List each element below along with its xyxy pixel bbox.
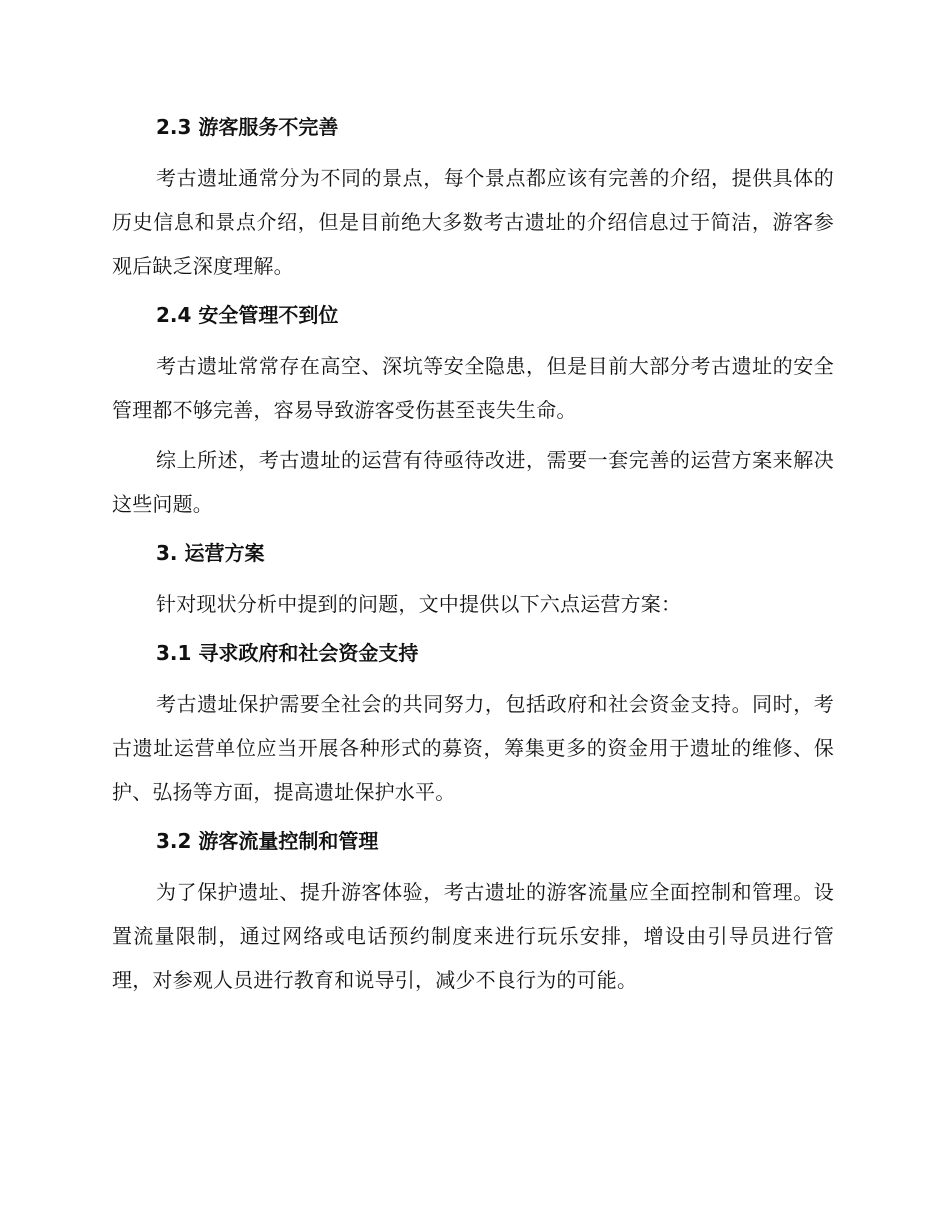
section-2-4-paragraph-2: 综上所述，考古遗址的运营有待亟待改进，需要一套完善的运营方案来解决这些问题。 [112,448,834,516]
section-3-paragraph: 针对现状分析中提到的问题，文中提供以下六点运营方案： [156,592,682,616]
section-2-4-paragraph-1: 考古遗址常常存在高空、深坑等安全隐患，但是目前大部分考古遗址的安全管理都不够完善，容易导致游客受伤甚至丧失生命。 [112,354,834,422]
document-body [112,110,834,1008]
section-heading-2-4: 2.4 安全管理不到位 [156,303,339,327]
section-heading-3-1: 3.1 寻求政府和社会资金支持 [156,641,419,665]
section-heading-3: 3. 运营方案 [156,541,265,565]
section-heading-3-2: 3.2 游客流量控制和管理 [156,829,379,853]
section-heading-2-3: 2.3 游客服务不完善 [156,115,339,139]
section-2-3-paragraph: 考古遗址通常分为不同的景点，每个景点都应该有完善的介绍，提供具体的历史信息和景点介绍，但是目前绝大多数考古遗址的介绍信息过于简洁，游客参观后缺乏深度理解。 [112,166,834,278]
section-3-2-paragraph: 为了保护遗址、提升游客体验，考古遗址的游客流量应全面控制和管理。设置流量限制，通过网络或电话预约制度来进行玩乐安排，增设由引导员进行管理，对参观人员进行教育和说导引，减少不良行为的可能。 [112,880,834,992]
section-3-1-paragraph: 考古遗址保护需要全社会的共同努力，包括政府和社会资金支持。同时，考古遗址运营单位应当开展各种形式的募资，筹集更多的资金用于遗址的维修、保护、弘扬等方面，提高遗址保护水平。 [112,692,834,804]
